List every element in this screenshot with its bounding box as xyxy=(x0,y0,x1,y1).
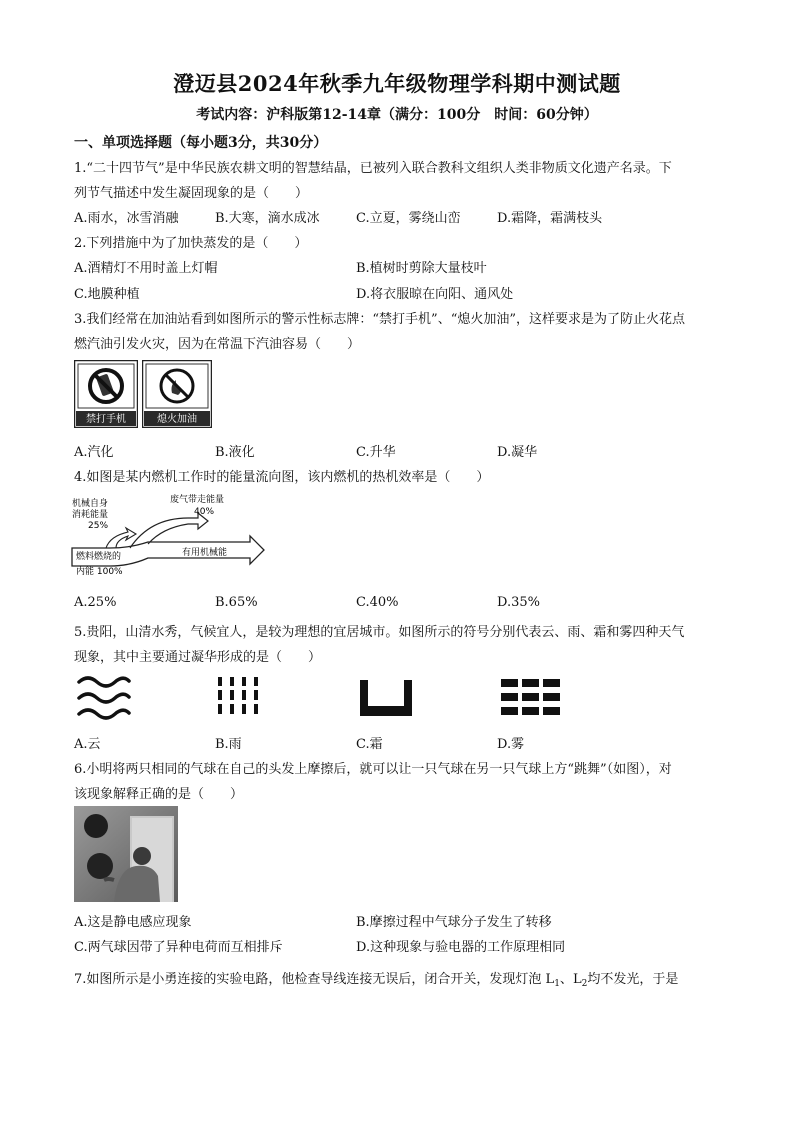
q4-stem: 4.如图是某内燃机工作时的能量流向图，该内燃机的热机效率是（ ） xyxy=(74,470,490,485)
fuel-label-2: 内能 100% xyxy=(76,567,123,577)
energy-flow-diagram xyxy=(70,488,270,584)
q2-option-c: C.地膜种植 xyxy=(74,287,140,302)
q6-stem-line2: 该现象解释正确的是（ ） xyxy=(74,787,244,802)
q7-stem-suffix: 均不发光，于是 xyxy=(587,972,679,987)
q6-stem-line1: 6.小明将两只相同的气球在自己的头发上摩擦后，就可以让一只气球在另一只气球上方“跳舞”（如图），对 xyxy=(74,762,672,777)
machine-label-1: 机械自身 xyxy=(72,499,109,509)
sign-no-phone-label: 禁打手机 xyxy=(86,414,126,425)
q6-option-c: C.两气球因带了异种电荷而互相排斥 xyxy=(74,940,283,955)
q3-option-d: D.凝华 xyxy=(497,445,538,460)
q1-option-a: A.雨水，冰雪消融 xyxy=(74,211,179,226)
q4-option-c: C.40% xyxy=(356,595,399,610)
exhaust-pct: 40% xyxy=(194,507,215,517)
q7-sep: 、 xyxy=(559,972,573,987)
machine-pct: 25% xyxy=(88,521,109,531)
exam-subtitle: 考试内容：沪科版第12-14章（满分：100分 时间：60分钟） xyxy=(196,107,598,123)
q2-option-d: D.将衣服晾在向阳、通风处 xyxy=(356,287,514,302)
q5-stem-line2: 现象，其中主要通过凝华形成的是（ ） xyxy=(74,650,322,665)
sign-no-phone xyxy=(74,360,138,428)
q1-stem-line1: 1.“二十四节气”是中华民族农耕文明的智慧结晶，已被列入联合教科文组织人类非物质文化遗产名录。下 xyxy=(74,161,672,176)
q1-option-d: D.霜降，霜满枝头 xyxy=(497,211,603,226)
q3-option-a: A.汽化 xyxy=(74,445,114,460)
lower-balloon xyxy=(87,853,113,879)
frost-symbol-icon xyxy=(357,678,415,718)
q3-stem-line2: 燃汽油引发火灾，因为在常温下汽油容易（ ） xyxy=(74,337,361,352)
q4-option-d: D.35% xyxy=(497,595,540,610)
q6-option-b: B.摩擦过程中气球分子发生了转移 xyxy=(356,915,552,930)
upper-balloon xyxy=(84,814,108,838)
q3-option-c: C.升华 xyxy=(356,445,396,460)
q7-stem-prefix: 7.如图所示是小勇连接的实验电路，他检查导线连接无误后，闭合开关，发现灯泡 xyxy=(74,972,542,987)
q5-option-c: C.霜 xyxy=(356,737,383,752)
cloud-symbol-icon xyxy=(76,674,132,722)
bulb-l2-sub: 2 xyxy=(581,979,588,989)
q1-option-c: C.立夏，雾绕山峦 xyxy=(356,211,461,226)
q5-option-a: A.云 xyxy=(74,737,101,752)
bulb-l2-letter: L xyxy=(572,972,582,987)
q6-option-a: A.这是静电感应现象 xyxy=(74,915,192,930)
q7-stem xyxy=(74,968,678,989)
sign-no-fire xyxy=(142,360,212,428)
q3-stem-line1: 3.我们经常在加油站看到如图所示的警示性标志牌：“禁打手机”、“熄火加油”，这样要求是为了防止火花点 xyxy=(74,312,685,327)
bulb-l1-letter: L xyxy=(545,972,555,987)
q5-option-b: B.雨 xyxy=(215,737,242,752)
q5-option-d: D.雾 xyxy=(497,737,525,752)
q4-option-a: A.25% xyxy=(74,595,117,610)
q2-option-a: A.酒精灯不用时盖上灯帽 xyxy=(74,261,218,276)
fuel-label-1: 燃料燃烧的 xyxy=(76,552,122,562)
useful-label: 有用机械能 xyxy=(182,548,228,558)
exam-title: 澄迈县2024年秋季九年级物理学科期中测试题 xyxy=(173,71,621,96)
exhaust-label: 废气带走能量 xyxy=(170,495,225,505)
q6-option-d: D.这种现象与验电器的工作原理相同 xyxy=(356,940,566,955)
section-heading: 一、单项选择题（每小题3分，共30分） xyxy=(74,135,328,151)
q2-stem: 2.下列措施中为了加快蒸发的是（ ） xyxy=(74,236,308,251)
bulb-l1-sub: 1 xyxy=(554,979,560,989)
fog-symbol-icon xyxy=(500,678,562,718)
q2-option-b: B.植树时剪除大量枝叶 xyxy=(356,261,487,276)
q5-stem-line1: 5.贵阳，山清水秀，气候宜人，是较为理想的宜居城市。如图所示的符号分别代表云、雨、霜和雾四种天气 xyxy=(74,625,685,640)
q3-option-b: B.液化 xyxy=(215,445,255,460)
rain-symbol-icon xyxy=(214,676,264,720)
balloon-photo xyxy=(74,806,178,902)
q4-option-b: B.65% xyxy=(215,595,258,610)
machine-label-2: 消耗能量 xyxy=(72,510,109,520)
sign-no-fire-label: 熄火加油 xyxy=(157,414,197,425)
q1-option-b: B.大寒，滴水成冰 xyxy=(215,211,320,226)
q1-stem-line2: 列节气描述中发生凝固现象的是（ ） xyxy=(74,186,309,201)
exhaust-branch-arrow xyxy=(130,513,208,548)
